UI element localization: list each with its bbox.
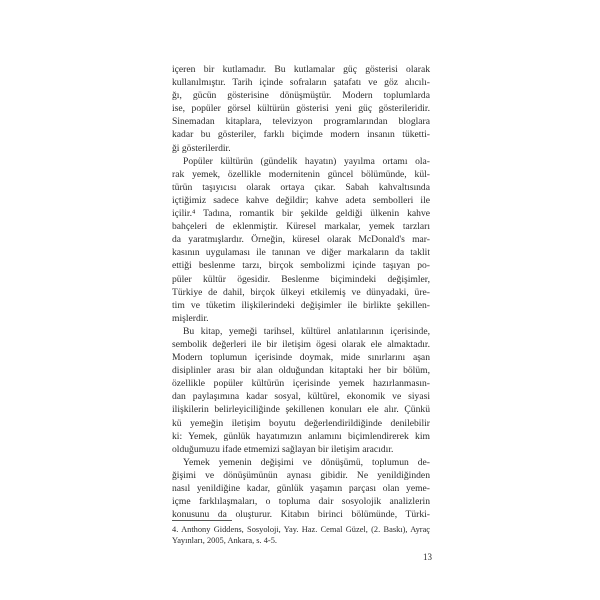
text-line: kadar bu gösteriler, farklı biçimde modern insanın tüketti- bbox=[172, 129, 430, 141]
text-line: ilişkilerin belirleyiciliğinde şekillenen konuları ele alır. Çünkü bbox=[172, 404, 430, 416]
text-line: kasının uygulaması ile tanınan ve diğer markaların da taklit bbox=[172, 247, 430, 259]
text-line: tim ve tüketim ilişkilerindeki değişimler ile birlikte şekillen- bbox=[172, 299, 430, 311]
text-line: konusunu da oluşturur. Kitabın birinci bölümünde, Türki- bbox=[172, 509, 430, 521]
text-line: sembolik değerleri ile bir iletişim ögesi olarak ele almaktadır. bbox=[172, 338, 430, 350]
text-line: ise, popüler görsel kültürün gösterisi yeni güç gösterileridir. bbox=[172, 103, 430, 115]
text-line: ettiği beslenme tarzı, birçok sembolizmi içinde taşıyan po- bbox=[172, 260, 430, 272]
text-line: kü yemeğin iletişim boyutu değerlendirildiğinde denilebilir bbox=[172, 417, 430, 429]
text-line: kullanılmıştır. Tarih içinde sofraların şatafatı ve göz alıcılı- bbox=[172, 77, 430, 89]
footnote bbox=[172, 524, 430, 546]
text-line: ğı, gücün gösterisine dönüşmüştür. Modern toplumlarda bbox=[172, 90, 430, 102]
text-line: özellikle popüler kültürün içerisinde yemek hazırlanmasın- bbox=[172, 378, 430, 390]
text-line: olduğumuzu ifade etmemizi sağlayan bir iletişim aracıdır. bbox=[172, 443, 394, 455]
text-line: Bu kitap, yemeği tarihsel, kültürel anlatılarının içerisinde, bbox=[183, 325, 430, 337]
text-line: mişlerdir. bbox=[172, 312, 209, 324]
text-line: Modern toplumun içerisinde doymak, mide sınırlarını aşan bbox=[172, 352, 430, 364]
footnote-divider bbox=[172, 520, 232, 521]
text-line: ği gösterilerdir. bbox=[172, 142, 231, 154]
text-line: türün taşıyıcısı olarak ortaya çıkar. Sabah kahvaltısında bbox=[172, 181, 430, 193]
text-line: içme farklılaşmaları, o topluma dair sosyolojik analizlerin bbox=[172, 496, 430, 508]
text-line: püler kültür ögesidir. Beslenme biçimindeki değişimler, bbox=[172, 273, 430, 285]
text-line: disiplinler arası bir alan olduğundan kitaptaki her bir bölüm, bbox=[172, 365, 430, 377]
text-line: Sinemadan kitaplara, televizyon programlarından bloglara bbox=[172, 116, 430, 128]
text-line: içtiğimiz sadece kahve değildir; kahve adeta sembolleri ile bbox=[172, 194, 430, 206]
text-line: içeren bir kutlamadır. Bu kutlamalar güç gösterisi olarak bbox=[172, 64, 430, 75]
text-line: bahçeleri de eklenmiştir. Küresel markalar, yemek tarzları bbox=[172, 221, 430, 233]
footnote-line: 4. Anthony Giddens, Sosyoloji, Yay. Haz. Cemal Güzel, (2. Baskı), Ayraç bbox=[172, 525, 430, 534]
text-line: Popüler kültürün (gündelik hayatın) yayılma ortamı ola- bbox=[183, 155, 430, 167]
page-number: 13 bbox=[423, 552, 432, 562]
text-line: rak yemek, özellikle modernitenin güncel bölümünde, kül- bbox=[172, 168, 430, 180]
text-line: Türkiye de dahil, birçok ülkeyi etkilemiş ve dünyadaki, üre- bbox=[172, 286, 430, 298]
footnote-line: Yayınları, 2005, Ankara, s. 4-5. bbox=[172, 536, 277, 546]
text-line: ğişimi ve dönüşümünün aynası gibidir. Ne yenildiğinden bbox=[172, 469, 430, 481]
text-line: ki: Yemek, günlük hayatımızın anlamını biçimlendirerek kim bbox=[172, 430, 430, 442]
text-line: nasıl yenildiğine kadar, günlük yaşamın parçası olan yeme- bbox=[172, 483, 430, 494]
text-line: içilir.⁴ Tadına, romantik bir şekilde geldiği ülkenin kahve bbox=[172, 208, 430, 220]
body-text bbox=[172, 63, 430, 521]
text-line: da yaratmışlardır. Örneğin, küresel olarak McDonald's mar- bbox=[172, 234, 430, 246]
text-line: Yemek yemenin değişimi ve dönüşümü, toplumun de- bbox=[183, 456, 430, 468]
text-line: dan paylaşımına kadar sosyal, kültürel, ekonomik ve siyasi bbox=[172, 391, 430, 403]
